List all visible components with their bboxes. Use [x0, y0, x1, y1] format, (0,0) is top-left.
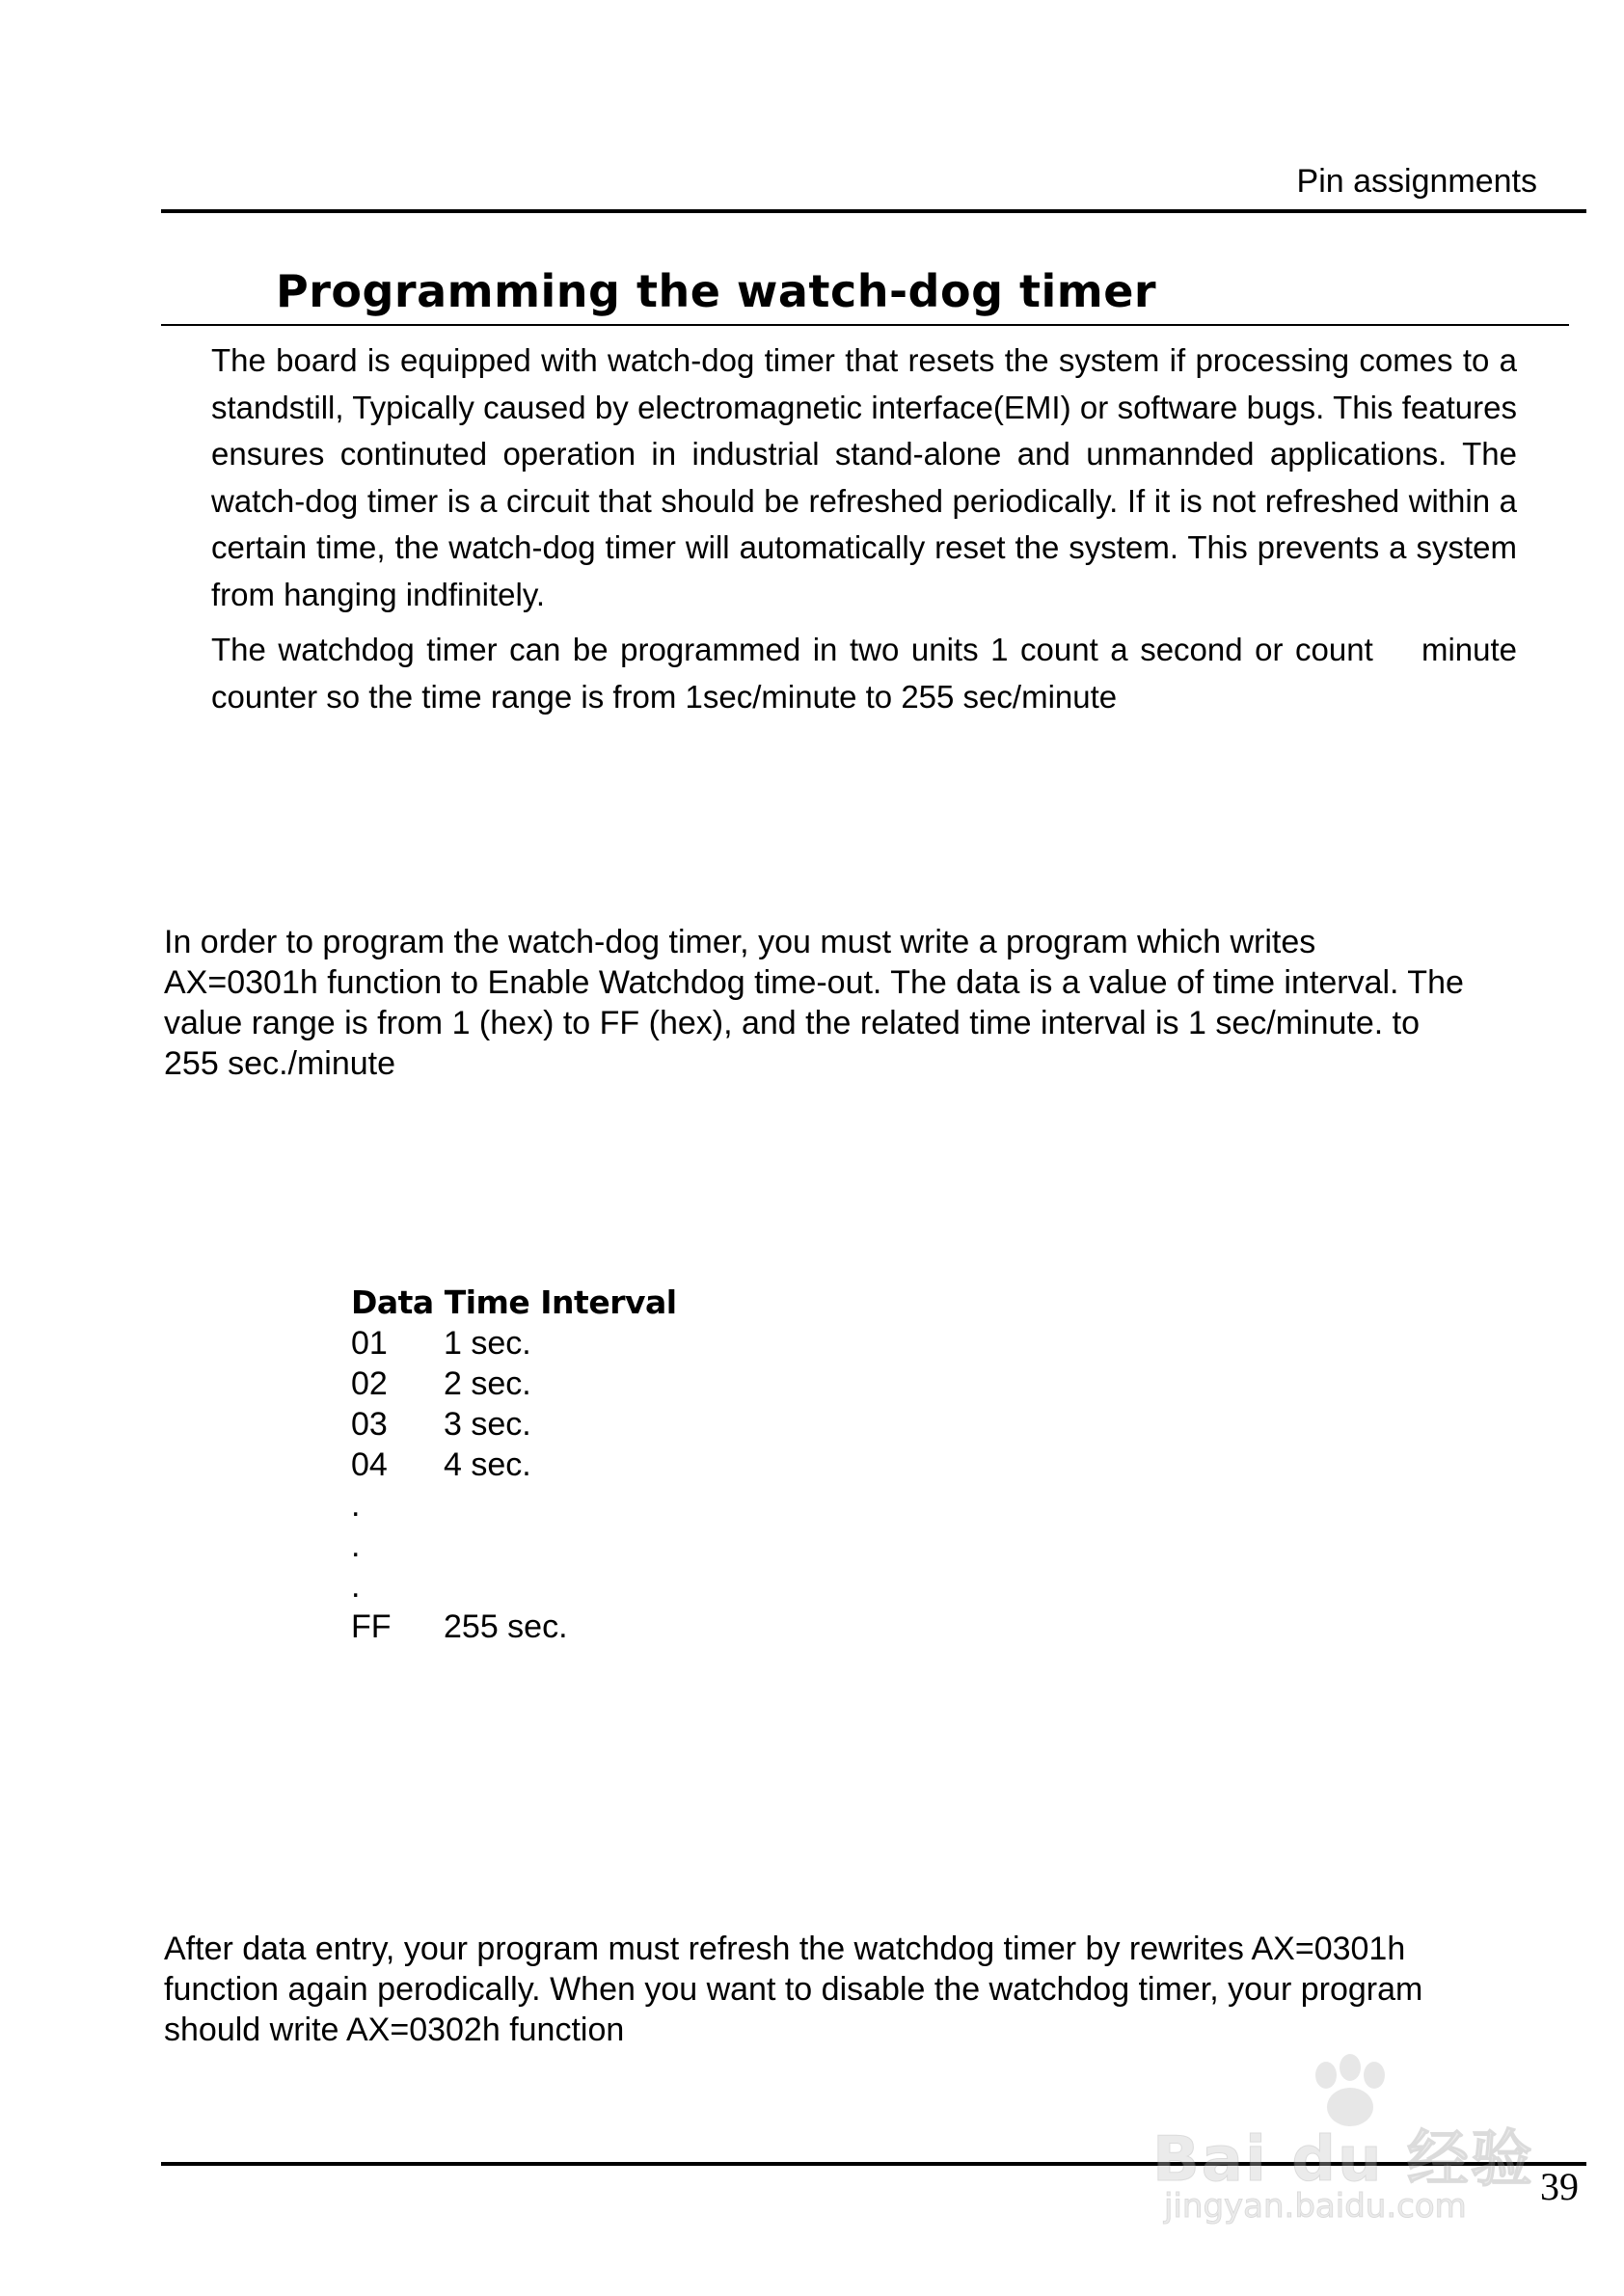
data-cell: 01 — [351, 1325, 388, 1362]
interval-cell: 1 sec. — [444, 1325, 531, 1362]
table-row — [351, 1364, 677, 1404]
data-cell: 03 — [351, 1406, 388, 1443]
table-row — [351, 1607, 677, 1647]
table-row — [351, 1566, 677, 1607]
ellipsis-cell: . — [351, 1568, 361, 1605]
refresh-line: should write AX=0302h function — [164, 2012, 625, 2048]
time-interval-table — [351, 1283, 677, 1647]
interval-cell: 2 sec. — [444, 1365, 531, 1402]
running-header: Pin assignments — [1296, 163, 1537, 200]
title-rule — [161, 324, 1569, 326]
refresh-paragraph — [164, 1929, 1553, 2050]
header-rule — [161, 209, 1586, 213]
table-row — [351, 1526, 677, 1566]
interval-cell: 255 sec. — [444, 1608, 568, 1645]
table-row — [351, 1485, 677, 1526]
refresh-line: function again perodically. When you want to disable the watchdog timer, your program — [164, 1971, 1423, 2008]
program-line: In order to program the watch-dog timer, you must write a program which writes — [164, 924, 1316, 960]
program-line: 255 sec./minute — [164, 1045, 396, 1082]
program-line: AX=0301h function to Enable Watchdog time-out. The data is a value of time interval. The — [164, 964, 1464, 1001]
table-row — [351, 1323, 677, 1364]
units-paragraph — [211, 627, 1517, 720]
ellipsis-cell: . — [351, 1527, 361, 1564]
watermark-brand: Bai du 经验 — [1152, 2124, 1534, 2196]
table-row — [351, 1404, 677, 1445]
data-cell: 04 — [351, 1446, 388, 1483]
refresh-line: After data entry, your program must refresh the watchdog timer by rewrites AX=0301h — [164, 1931, 1406, 1967]
program-line: value range is from 1 (hex) to FF (hex), and the related time interval is 1 sec/minute. to — [164, 1005, 1421, 1041]
watermark-url: jingyan.baidu.com — [1164, 2187, 1467, 2226]
interval-cell: 3 sec. — [444, 1406, 531, 1443]
program-paragraph — [164, 922, 1553, 1084]
interval-cell: 4 sec. — [444, 1446, 531, 1483]
table-row — [351, 1445, 677, 1485]
ellipsis-cell: . — [351, 1487, 361, 1524]
page-number: 39 — [1540, 2165, 1579, 2208]
data-cell: FF — [351, 1608, 392, 1645]
units-line: The watchdog timer can be programmed in two units 1 count a second or count minute — [211, 632, 1517, 667]
table-header: Data Time Interval — [351, 1283, 677, 1321]
baidu-watermark — [1152, 2054, 1538, 2237]
section-title: Programming the watch-dog timer — [276, 265, 1157, 317]
units-line: counter so the time range is from 1sec/minute to 255 sec/minute — [211, 678, 1118, 715]
data-cell: 02 — [351, 1365, 388, 1402]
intro-paragraph: The board is equipped with watch-dog timer that resets the system if processing comes to a standstill, Typically caused by electromagnetic interface(EMI) or software bugs. This features ensures continuted operation in industrial stand-alone and unmannded applications. The watch-dog timer is a circuit that should be refreshed periodically. If it is not refreshed within a certain time, the watch-dog timer will automatically reset the system. This prevents a system from hanging indfinitely. — [211, 342, 1517, 612]
